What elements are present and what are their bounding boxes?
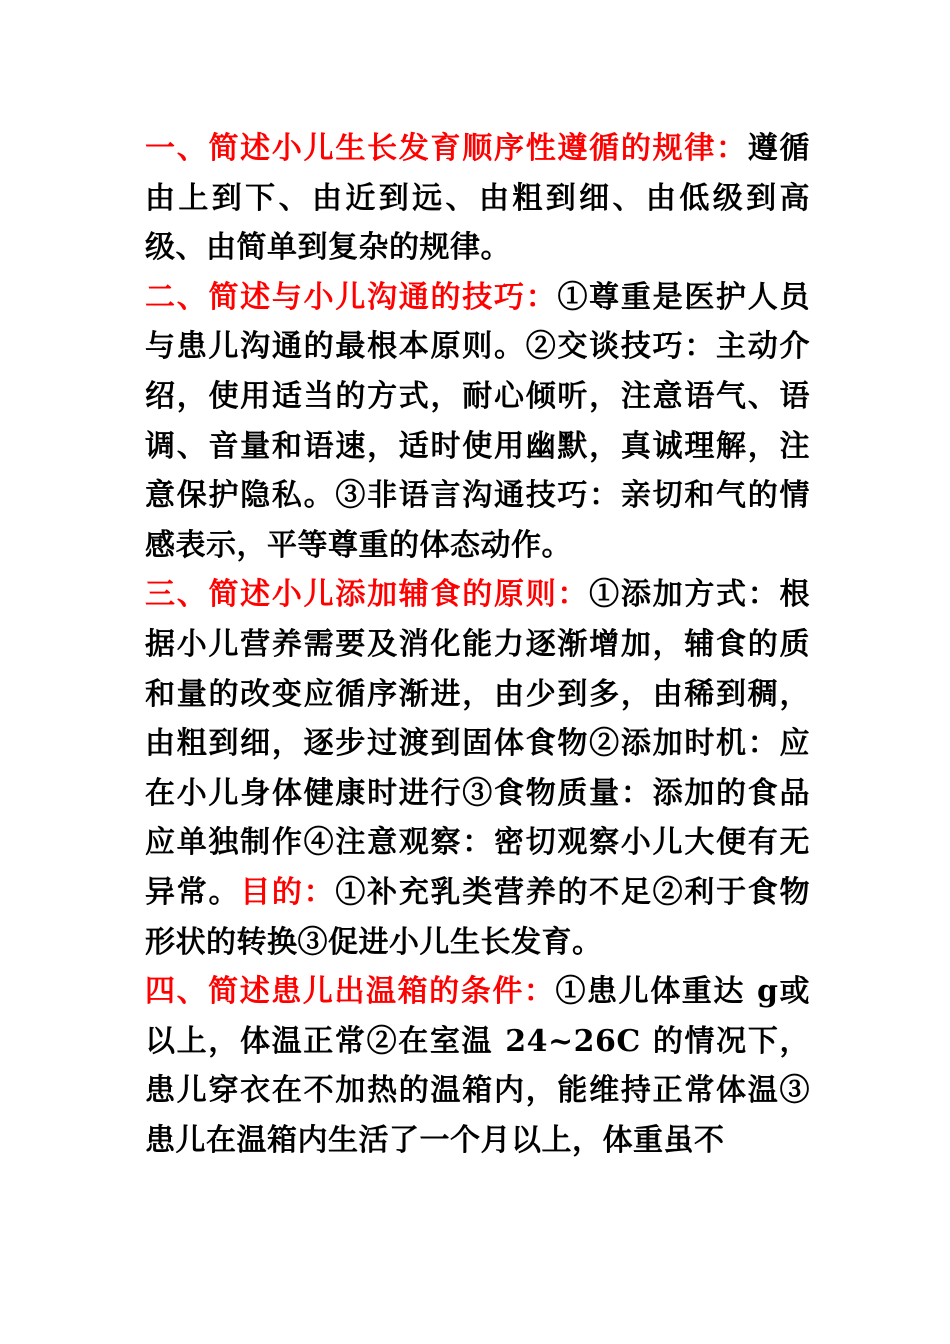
section-2-body: ①尊重是医护人员与患儿沟通的最根本原则。②交谈技巧：主动介绍，使用适当的方式，耐心倾听，注意语气、语调、音量和语速，适时使用幽默，真诚理解，注意保护隐私。③非语言沟通技巧：亲切和气的情感表示，平等尊重的体态动作。: [145, 279, 811, 563]
section-1-body: 遵循由上到下、由近到远、由粗到细、由低级到高级、由简单到复杂的规律。: [145, 131, 811, 266]
section-3: [145, 570, 810, 967]
section-3-body: ①添加方式：根据小儿营养需要及消化能力逐渐增加，辅食的质和量的改变应循序渐进，由少到多，由稀到稠，由粗到细，逐步过渡到固体食物②添加时机：应在小儿身体健康时进行③食物质量：添加的食品应单独制作④注意观察：密切观察小儿大便有无异常。: [145, 577, 811, 910]
section-4: [145, 967, 810, 1165]
section-3-heading: 三、简述小儿添加辅食的原则：: [145, 577, 590, 613]
section-4-body: ①患儿体重达 g或以上，体温正常②在室温 24~26C 的情况下，患儿穿衣在不加热的温箱内，能维持正常体温③患儿在温箱内生活了一个月以上，体重虽不: [145, 974, 811, 1158]
document-page: [145, 124, 810, 1165]
section-1: [145, 124, 810, 273]
section-2-heading: 二、简述与小儿沟通的技巧：: [145, 279, 558, 315]
section-3-purpose-heading: 目的：: [240, 874, 336, 910]
section-2: [145, 273, 810, 571]
section-3-purpose-body: ①补充乳类营养的不足②利于食物形状的转换③促进小儿生长发育。: [145, 874, 811, 960]
section-1-heading: 一、简述小儿生长发育顺序性遵循的规律：: [145, 131, 748, 166]
section-4-heading: 四、简述患儿出温箱的条件：: [145, 974, 556, 1010]
